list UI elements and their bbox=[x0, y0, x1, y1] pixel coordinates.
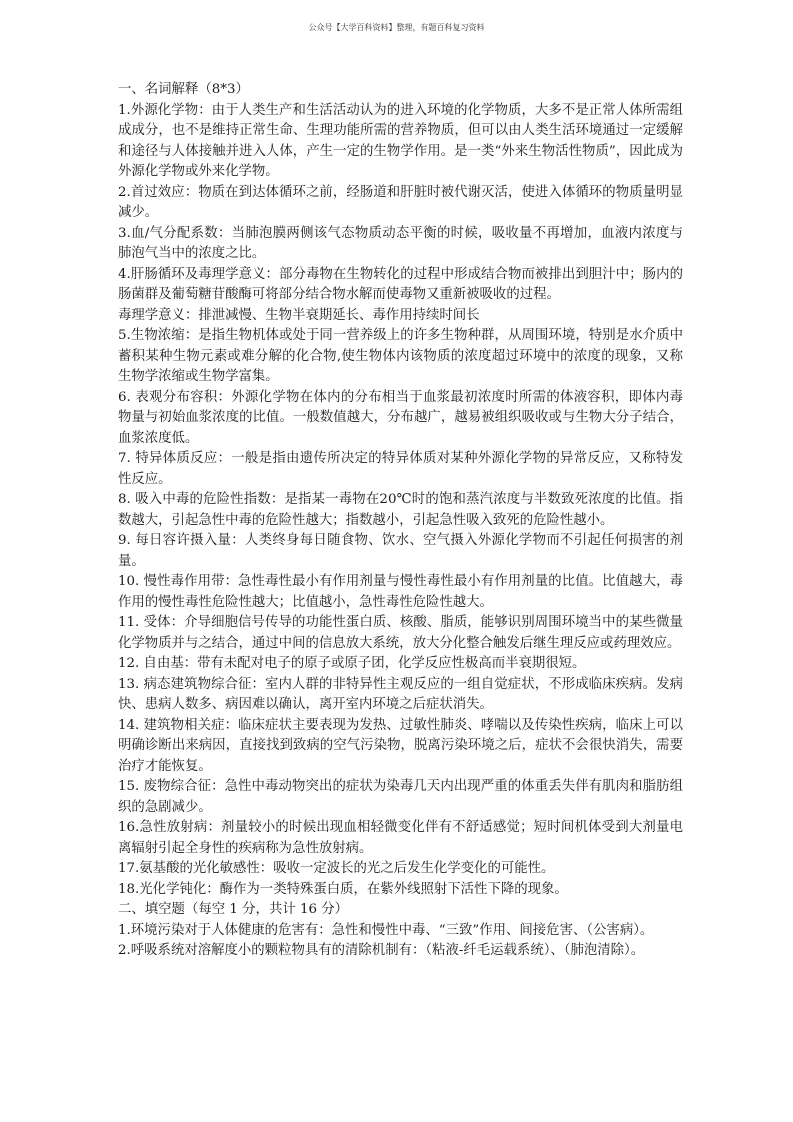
definition-item: 9. 每日容许摄入量：人类终身每日随食物、饮水、空气摄入外源化学物而不引起任何损害的剂量。 bbox=[118, 533, 683, 569]
definition-item: 2.首过效应：物质在到达体循环之前，经肠道和肝脏时被代谢灭活，使进入体循环的物质量明显减少。 bbox=[118, 184, 683, 220]
definition-item: 毒理学意义：排泄减慢、生物半衰期延长、毒作用持续时间长 bbox=[118, 307, 480, 323]
definition-item: 12. 自由基：带有未配对电子的原子或原子团，化学反应性极高而半衰期很短。 bbox=[118, 656, 586, 671]
definition-item: 6. 表观分布容积：外源化学物在体内的分布相当于血浆最初浓度时所需的体液容积，即体内毒物量与初始血浆浓度的比值。一般数值越大，分布越广，越易被组织吸收或与生物大分子结合，血浆浓度低。 bbox=[118, 389, 683, 446]
section-title-fill-in: 二、填空题（每空 1 分，共计 16 分） bbox=[118, 902, 349, 917]
definition-item: 17.氨基酸的光化敏感性：吸收一定波长的光之后发生化学变化的可能性。 bbox=[118, 861, 555, 876]
definition-item: 1.外源化学物：由于人类生产和生活活动认为的进入环境的化学物质，大多不是正常人体所需组成成分，也不是维持正常生命、生理功能所需的营养物质，但可以由人类生活环境通过一定缓解和途径与人体接触并进入人体，产生一定的生物学作用。是一类“外来生物活性物质”，因此成为外源化学物或外来化学物。 bbox=[118, 102, 683, 179]
definition-item: 11. 受体：介导细胞信号传导的功能性蛋白质、核酸、脂质，能够识别周围环境当中的某些微量化学物质并与之结合，通过中间的信息放大系统，放大分化整合触发后继生理反应或药理效应。 bbox=[118, 615, 683, 651]
definition-item: 4.肝肠循环及毒理学意义：部分毒物在生物转化的过程中形成结合物而被排出到胆汁中；肠内的肠菌群及葡萄糖苷酸酶可将部分结合物水解而使毒物又重新被吸收的过程。 bbox=[118, 266, 683, 302]
page-header: 公众号【大学百科资料】整理，有题百科复习资料 bbox=[308, 23, 485, 32]
definition-item: 10. 慢性毒作用带：急性毒性最小有作用剂量与慢性毒性最小有作用剂量的比值。比值越大，毒作用的慢性毒性危险性越大；比值越小，急性毒性危险性越大。 bbox=[118, 574, 683, 610]
definition-item: 18.光化学钝化：酶作为一类特殊蛋白质，在紫外线照射下活性下降的现象。 bbox=[118, 881, 568, 897]
definition-item: 8. 吸入中毒的危险性指数：是指某一毒物在20℃时的饱和蒸汽浓度与半数致死浓度的比值。指数越大，引起急性中毒的危险性越大；指数越小，引起急性吸入致死的危险性越小。 bbox=[118, 492, 683, 528]
definition-item: 3.血/气分配系数：当肺泡膜两侧该气态物质动态平衡的时候，吸收量不再增加，血液内浓度与肺泡气当中的浓度之比。 bbox=[118, 225, 683, 261]
definition-item: 15. 废物综合征：急性中毒动物突出的症状为染毒几天内出现严重的体重丢失伴有肌肉和脂肪组织的急剧减少。 bbox=[118, 779, 683, 815]
definition-item: 7. 特异体质反应：一般是指由遗传所决定的特异体质对某种外源化学物的异常反应，又称特发性反应。 bbox=[118, 451, 683, 487]
definition-item: 13. 病态建筑物综合征：室内人群的非特异性主观反应的一组自觉症状，不形成临床疾病。发病快、患病人数多、病因难以确认，离开室内环境之后症状消失。 bbox=[118, 676, 683, 712]
fill-in-item: 2.呼吸系统对溶解度小的颗粒物具有的清除机制有：（粘液-纤毛运载系统）、（肺泡清除）。 bbox=[118, 943, 645, 958]
section-title-definitions: 一、名词解释（8*3） bbox=[118, 82, 249, 97]
definition-item: 14. 建筑物相关症：临床症状主要表现为发热、过敏性肺炎、哮喘以及传染性疾病，临床上可以明确诊断出来病因，直接找到致病的空气污染物，脱离污染环境之后，症状不会很快消失，需要治疗才能恢复。 bbox=[118, 717, 683, 774]
document-body bbox=[118, 80, 683, 962]
definition-item: 16.急性放射病：剂量较小的时候出现血相轻微变化伴有不舒适感觉；短时间机体受到大剂量电离辐射引起全身性的疾病称为急性放射病。 bbox=[118, 820, 683, 856]
fill-in-item: 1.环境污染对于人体健康的危害有：急性和慢性中毒、“三致”作用、间接危害、（公害病）。 bbox=[118, 922, 654, 938]
definition-item: 5.生物浓缩：是指生物机体或处于同一营养级上的许多生物种群，从周围环境，特别是水介质中蓄积某种生物元素或难分解的化合物,使生物体内该物质的浓度超过环境中的浓度的现象，又称生物学浓缩或生物学富集。 bbox=[118, 328, 683, 384]
